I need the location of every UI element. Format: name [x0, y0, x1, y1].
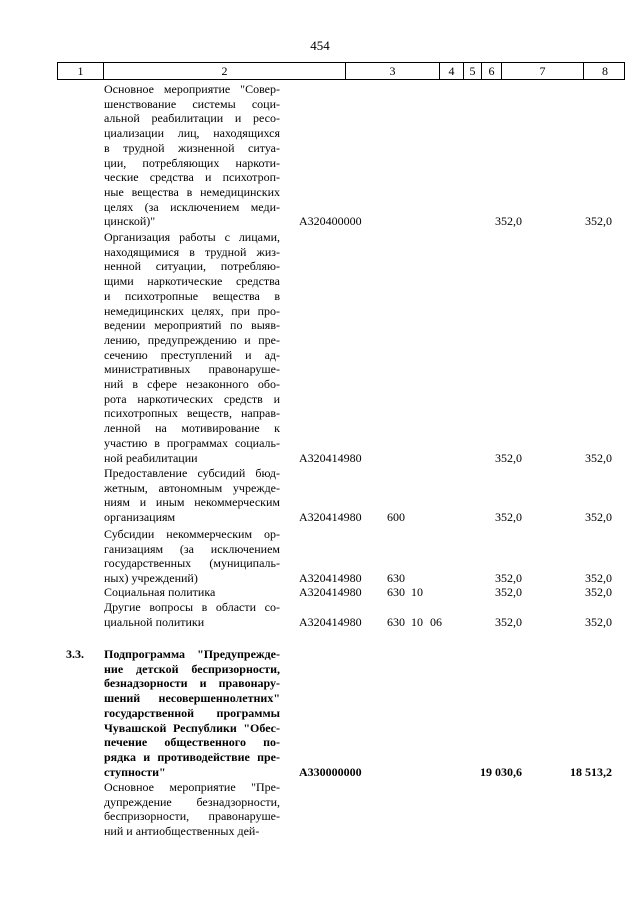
budget-code: А320414980	[299, 614, 362, 629]
row-description	[104, 780, 280, 839]
description-line: участию в программах социаль-	[104, 435, 280, 450]
description-line: циальной политики	[104, 614, 205, 629]
description-line: Предоставление субсидий бюд-	[104, 466, 280, 480]
description-line: находящимися в трудной жиз-	[104, 244, 280, 259]
description-line: ний и антиобщественных дей-	[104, 824, 260, 839]
row-description	[104, 230, 280, 465]
budget-code: А320414980	[299, 585, 362, 599]
budget-code: А320414980	[299, 450, 362, 465]
description-line: ниям и иным некоммерческим	[104, 495, 280, 510]
amount-year-1: 352,0	[495, 450, 522, 465]
table-header	[57, 62, 625, 80]
description-line: дупреждение безнадзорности,	[104, 794, 280, 809]
description-line: лению, предупреждению и пре-	[104, 332, 280, 347]
page-number: 454	[310, 38, 330, 53]
description-line: Основное мероприятие "Совер-	[104, 82, 280, 96]
description-line: в трудной жизненной ситуа-	[104, 140, 280, 155]
description-line: психотропных веществ, направ-	[104, 406, 280, 421]
description-line: Организация работы с лицами,	[104, 230, 280, 244]
description-line: сечению преступлений и ад-	[104, 347, 280, 362]
description-line: рота наркотических средств и	[104, 391, 280, 406]
description-line: ненной ситуации, потребляю-	[104, 259, 280, 274]
description-line: ческие средства и психотроп-	[104, 170, 280, 185]
description-line: рядка и противодействие пре-	[104, 749, 280, 764]
amount-year-1: 352,0	[495, 571, 522, 586]
description-line: шенствование системы соци-	[104, 96, 280, 111]
row-description	[104, 647, 280, 779]
description-line: жетным, автономным учрежде-	[104, 480, 280, 495]
description-line: ганизациям (за исключением	[104, 541, 280, 556]
description-line: государственных (муниципаль-	[104, 556, 280, 571]
row-description	[104, 585, 280, 600]
amount-year-1: 352,0	[495, 585, 522, 599]
amount-year-2: 352,0	[585, 614, 612, 629]
description-line: цинской)"	[104, 214, 156, 229]
amount-year-2: 352,0	[585, 571, 612, 586]
row-description	[104, 466, 280, 525]
header-col-6: 6	[482, 63, 502, 79]
budget-code: А330000000	[299, 764, 362, 779]
amount-year-2: 352,0	[585, 510, 612, 525]
expense-type: 630	[387, 571, 405, 586]
description-line: шений несовершеннолетних"	[104, 691, 280, 706]
amount-year-2: 18 513,2	[570, 764, 612, 779]
expense-type: 600	[387, 510, 405, 525]
description-line: циализации лиц, находящихся	[104, 126, 280, 141]
description-line: целях (за исключением меди-	[104, 199, 280, 214]
description-line: министративных правонаруше-	[104, 362, 280, 377]
description-line: ние детской беспризорности,	[104, 661, 280, 676]
row-description	[104, 82, 280, 229]
amount-year-2: 352,0	[585, 585, 612, 599]
description-line: альной реабилитации и ресо-	[104, 111, 280, 126]
description-line: ные вещества в немедицинских	[104, 184, 280, 199]
description-line: Подпрограмма "Предупрежде-	[104, 647, 280, 661]
subsection-code: 06	[430, 614, 442, 629]
header-col-2: 2	[104, 63, 346, 79]
description-line: Основное мероприятие "Пре-	[104, 780, 280, 794]
header-col-3: 3	[346, 63, 440, 79]
description-line: Другие вопросы в области со-	[104, 600, 280, 614]
header-col-5: 5	[464, 63, 482, 79]
description-line: организациям	[104, 510, 176, 525]
row-description	[104, 527, 280, 586]
description-line: Субсидии некоммерческим ор-	[104, 527, 280, 541]
description-line: ступности"	[104, 764, 166, 779]
budget-code: А320414980	[299, 571, 362, 586]
description-line: ной реабилитации	[104, 450, 198, 465]
section-code: 10	[411, 614, 423, 629]
description-line: безнадзорности и правонару-	[104, 676, 280, 691]
description-line: и психотропные вещества в	[104, 288, 280, 303]
amount-year-2: 352,0	[585, 214, 612, 229]
row-number: 3.3.	[66, 647, 84, 661]
expense-type: 630	[387, 614, 405, 629]
description-line: ции, потребляющих наркоти-	[104, 155, 280, 170]
description-line: ных) учреждений)	[104, 571, 198, 586]
header-col-7: 7	[502, 63, 584, 79]
description-line: Чувашской Республики "Обес-	[104, 720, 280, 735]
expense-type: 630	[387, 585, 405, 599]
description-line: немедицинских целях, при про-	[104, 303, 280, 318]
amount-year-1: 352,0	[495, 214, 522, 229]
budget-code: А320400000	[299, 214, 362, 229]
header-col-8: 8	[602, 64, 608, 78]
amount-year-1: 19 030,6	[480, 764, 522, 779]
amount-year-2: 352,0	[585, 450, 612, 465]
amount-year-1: 352,0	[495, 510, 522, 525]
description-line: ведении мероприятий по выяв-	[104, 318, 280, 333]
header-col-4: 4	[440, 63, 464, 79]
header-col-1: 1	[58, 63, 104, 79]
description-line: беспризорности, правонаруше-	[104, 809, 280, 824]
description-line: щими наркотические средства	[104, 274, 280, 289]
description-line: печение общественного по-	[104, 735, 280, 750]
row-description	[104, 600, 280, 629]
amount-year-1: 352,0	[495, 614, 522, 629]
description-line: ний в сфере незаконного обо-	[104, 377, 280, 392]
description-line: Социальная политика	[104, 585, 216, 599]
budget-code: А320414980	[299, 510, 362, 525]
description-line: государственной программы	[104, 705, 280, 720]
section-code: 10	[411, 585, 423, 599]
description-line: ленной на мотивирование к	[104, 421, 280, 436]
